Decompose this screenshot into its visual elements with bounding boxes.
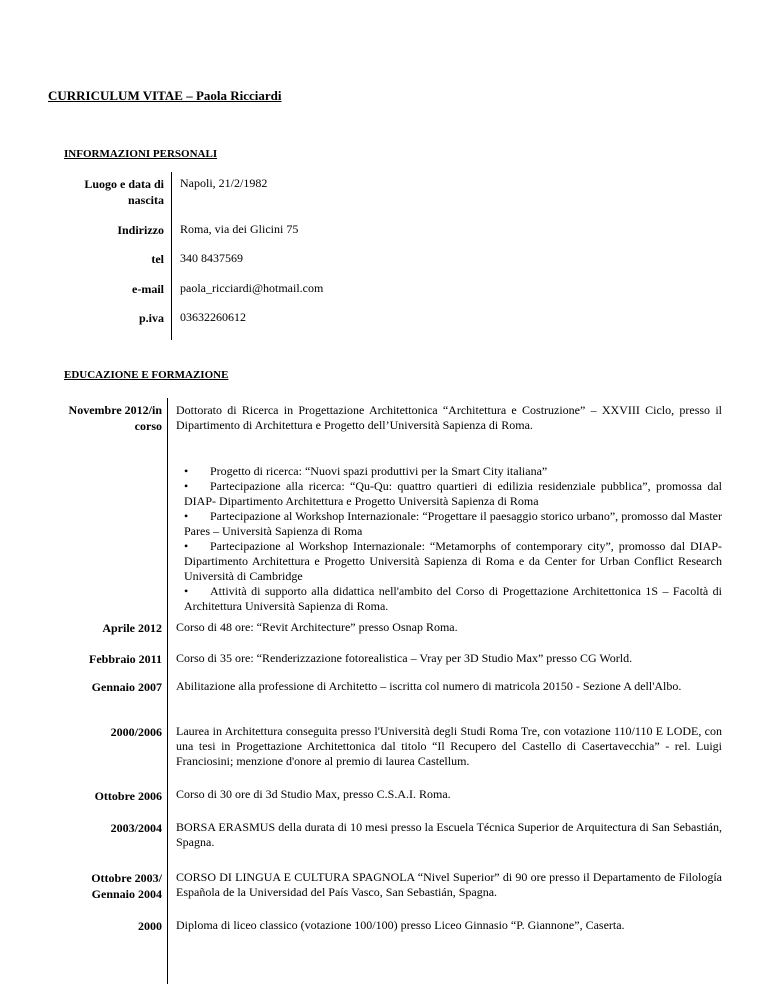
text-lingua: CORSO DI LINGUA E CULTURA SPAGNOLA “Nivel Superior” di 90 ore presso il Departamento de Filología Española de la Universidad del País Vasco, San Sebastián, Spagna. [176, 870, 722, 899]
bullet-icon: • [184, 464, 189, 478]
document-title: CURRICULUM VITAE – Paola Ricciardi [48, 88, 282, 103]
section-heading-education: EDUCAZIONE E FORMAZIONE [64, 369, 229, 381]
text-abilitazione: Abilitazione alla professione di Architetto – iscritta col numero di matricola 20150 - Sezione A dell'Albo. [176, 679, 682, 693]
label-address: Indirizzo [117, 223, 164, 237]
list-item: • Progetto di ricerca: “Nuovi spazi produttivi per la Smart City italiana” [184, 464, 548, 478]
date-lingua: Ottobre 2003/ Gennaio 2004 [91, 871, 162, 901]
list-item: • Attività di supporto alla didattica nell'ambito del Corso di Progettazione Architettonica 1S – Facoltà di Architettura Università Sapienza di Roma. [184, 584, 722, 613]
label-birth: Luogo e data di nascita [84, 177, 164, 207]
label-piva: p.iva [138, 311, 164, 325]
value-birth: Napoli, 21/2/1982 [180, 176, 268, 190]
list-item: • Partecipazione al Workshop Internazionale: “Metamorphs of contemporary city”, promosso dal DIAP- Dipartimento Architettura e Progetto Università Sapienza di Roma e da Center for Urban Conflict Research Università di Cambridge [184, 539, 722, 583]
bullet-icon: • [184, 509, 189, 523]
text-3dstudio: Corso di 30 ore di 3d Studio Max, presso C.S.A.I. Roma. [176, 787, 451, 801]
bullet-icon: • [184, 584, 189, 598]
education-divider [167, 398, 168, 984]
date-abilitazione: Gennaio 2007 [91, 680, 162, 694]
text-erasmus: BORSA ERASMUS della durata di 10 mesi presso la Escuela Técnica Superior de Arquitectura di San Sebastián, Spagna. [176, 820, 722, 849]
date-phd: Novembre 2012/in corso [68, 403, 162, 433]
value-piva: 03632260612 [180, 310, 246, 324]
date-erasmus: 2003/2004 [110, 821, 162, 835]
text-vray: Corso di 35 ore: “Renderizzazione fotorealistica – Vray per 3D Studio Max” presso CG World. [176, 651, 633, 665]
label-tel: tel [151, 252, 164, 266]
value-address: Roma, via dei Glicini 75 [180, 222, 299, 236]
date-laurea: 2000/2006 [110, 725, 162, 739]
list-item: • Partecipazione al Workshop Internazionale: “Progettare il paesaggio storico urbano”, promosso dal Master Pares – Università Sapienza di Roma [184, 509, 722, 538]
date-3dstudio: Ottobre 2006 [94, 789, 162, 803]
date-vray: Febbraio 2011 [88, 652, 162, 666]
label-email: e-mail [132, 282, 164, 296]
value-tel: 340 8437569 [180, 251, 243, 265]
text-phd: Dottorato di Ricerca in Progettazione Architettonica “Architettura e Costruzione” – XXVIII Ciclo, presso il Dipartimento di Architettura e Progetto dell’Università Sapienza di Roma. [176, 403, 722, 432]
list-item: • Partecipazione alla ricerca: “Qu-Qu: quattro quartieri di edilizia residenziale pubblica”, promossa dal DIAP- Dipartimento Architettura e Progetto Università Sapienza di Roma [184, 479, 722, 508]
text-laurea: Laurea in Architettura conseguita presso l'Università degli Studi Roma Tre, con votazione 110/110 E LODE, con una tesi in Progettazione Architettonica dal titolo “Il Recupero del Castello di Casertavecchia” - rel. Luigi Franciosini; menzione d'onore al premio di laurea Castellum. [176, 724, 722, 768]
phd-bullet-list [184, 464, 722, 614]
personal-divider [171, 172, 172, 340]
bullet-icon: • [184, 539, 189, 553]
date-revit: Aprile 2012 [102, 621, 162, 635]
bullet-icon: • [184, 479, 189, 493]
section-heading-personal: INFORMAZIONI PERSONALI [64, 148, 218, 160]
date-liceo: 2000 [138, 919, 162, 933]
text-revit: Corso di 48 ore: “Revit Architecture” presso Osnap Roma. [176, 620, 458, 634]
text-liceo: Diploma di liceo classico (votazione 100/100) presso Liceo Ginnasio “P. Giannone”, Caserta. [176, 918, 625, 932]
value-email: paola_ricciardi@hotmail.com [180, 281, 324, 295]
